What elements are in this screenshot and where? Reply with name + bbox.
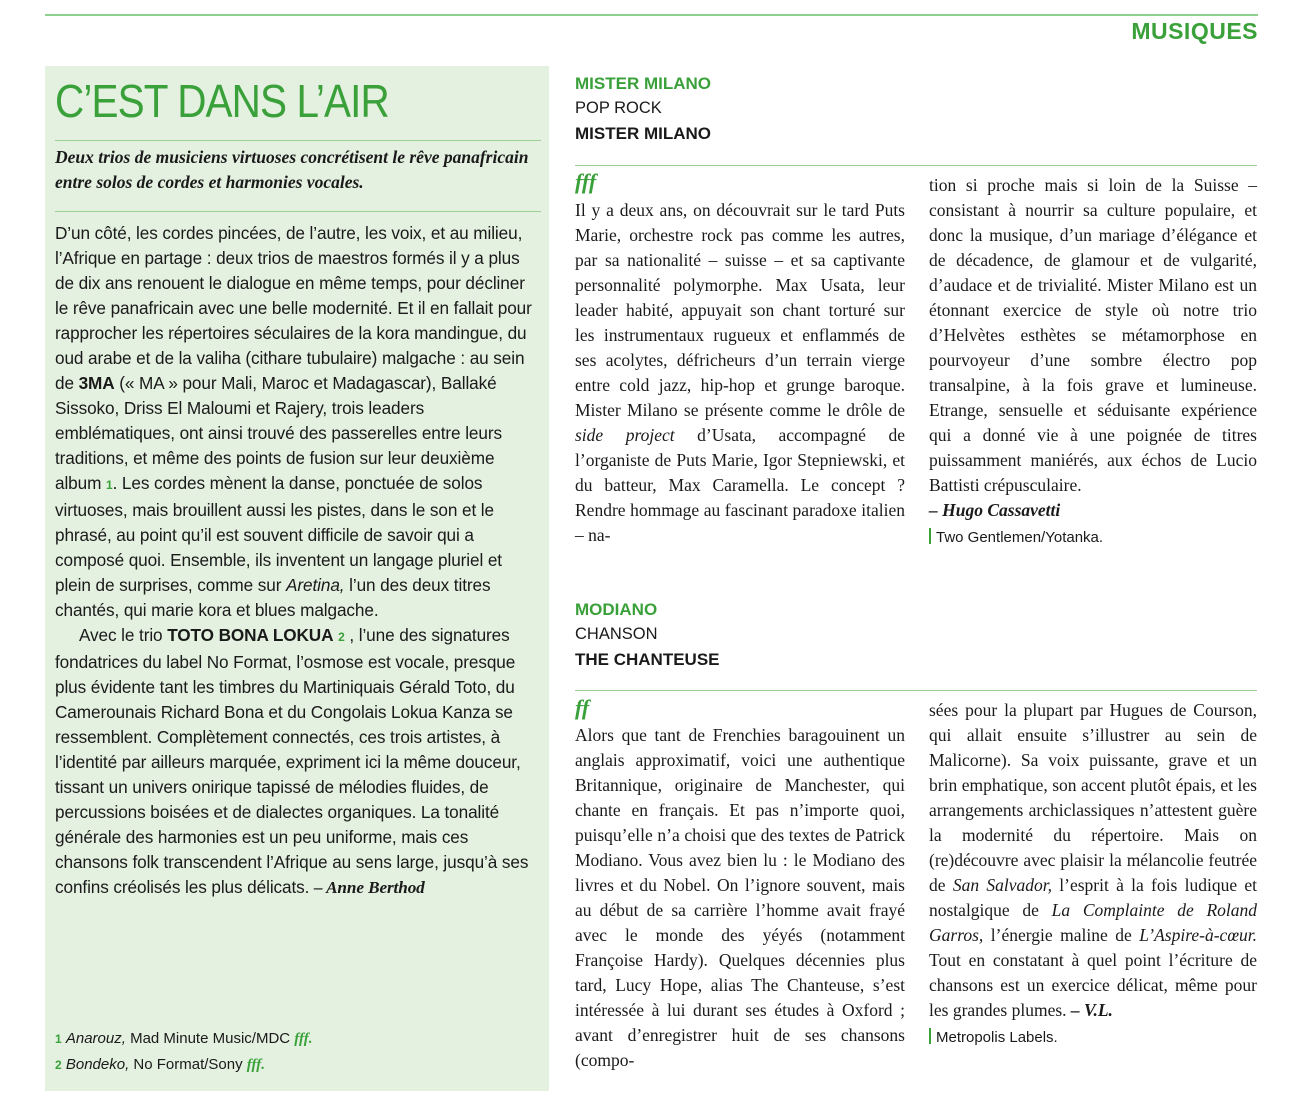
feature-signature: – Anne Berthod xyxy=(314,878,425,897)
review-1-album: MISTER MILANO xyxy=(575,124,711,143)
review-2-col-2: sées pour la plupart par Hugues de Courson, qui allait ensuite s’illustrer au sein de Malicorne). Sa voix puissante, grave et un brin emphatique, son accent plutôt épais, et les arrangements archiclassiques n’attestent guère la modernité du répertoire. Mais on (re)découvre avec plaisir la mélancolie feutrée de San Salvador, l’esprit à la fois ludique et nostalgique de La Complainte de Roland Garros, l’énergie maline de L’Aspire-à-cœur. Tout en constatant à quel point l’écriture de chansons est un exercice délicat, même pour les grandes plumes. – V.L. Metropolis Labels. xyxy=(929,698,1257,1050)
note-1: 1 Anarouz, Mad Minute Music/MDC fff. xyxy=(55,1030,313,1047)
feature-lead-rule xyxy=(55,211,541,212)
review-1-rating: fff xyxy=(575,169,597,194)
review-2-label: Metropolis Labels. xyxy=(929,1025,1257,1050)
note-2: 2 Bondeko, No Format/Sony fff. xyxy=(55,1056,265,1073)
feature-notes xyxy=(55,1026,541,1078)
feature-lead: Deux trios de musiciens virtuoses concrétisent le rêve panafricain entre solos de cordes et harmonies vocales. xyxy=(55,147,529,192)
review-2-rating: ff xyxy=(575,695,590,720)
review-1-label: Two Gentlemen/Yotanka. xyxy=(929,525,1257,550)
review-1-signature: – Hugo Cassavetti xyxy=(929,500,1061,520)
section-title: MUSIQUES xyxy=(1131,18,1258,44)
review-2-rule xyxy=(575,690,1257,691)
top-rule xyxy=(45,14,1258,16)
review-1-genre: POP ROCK xyxy=(575,99,662,117)
review-2-genre: CHANSON xyxy=(575,625,658,643)
feature-title-rule xyxy=(55,140,541,141)
review-1-col-2: tion si proche mais si loin de la Suisse – consistant à nourrir sa culture populaire, et donc la musique, d’un mariage d’élégance et de décadence, de glamour et de vulgarité, d’audace et de trivialité. Mister Milano est un étonnant exercice de style où notre trio d’Helvètes esthètes se métamorphose en pourvoyeur d’une sombre électro pop transalpine, à la fois grave et lumineuse. Etrange, sensuelle et séduisante expérience qui a donné vie à une poignée de titres puissamment maniérés, aux échos de Lucio Battisti crépusculaire. – Hugo Cassavetti Two Gentlemen/Yotanka. xyxy=(929,173,1257,550)
feature-body xyxy=(55,221,541,900)
review-2-artist: MODIANO xyxy=(575,600,658,619)
review-1-artist: MISTER MILANO xyxy=(575,74,711,93)
footnote-ref-1: 1 xyxy=(106,478,113,492)
footnote-ref-2: 2 xyxy=(338,630,345,644)
review-2-album: THE CHANTEUSE xyxy=(575,650,720,669)
review-1-col-1: Il y a deux ans, on découvrait sur le tard Puts Marie, orchestre rock pas comme les autres, par sa nationalité – suisse – et sa captivante personnalité polymorphe. Max Usata, leur leader habité, appuyait son chant torturé sur les instrumentaux rugueux et enflammés de ses acolytes, défricheurs d’un terrain vierge entre cold jazz, hip-hop et grunge baroque. Mister Milano se présente comme le drôle de side project d’Usata, accompagné de l’organiste de Puts Marie, Igor Stepniewski, et du batteur, Max Caramella. Le concept ? Rendre hommage au fascinant paradoxe italien – na- xyxy=(575,200,905,545)
review-2-col-1: Alors que tant de Frenchies baragouinent un anglais approximatif, voici une authentique Britannique, originaire de Manchester, qui chante en français. Et pas n’importe quoi, puisqu’elle n’a choisi que des textes de Patrick Modiano. Vous avez bien lu : le Modiano des livres et du Nobel. On l’ignore souvent, mais au début de sa carrière l’homme avait frayé avec le monde des yéyés (notamment Françoise Hardy). Quelques décennies plus tard, Lucy Hope, alias The Chanteuse, s’est intéressée à lui durant ses études à Oxford ; avant d’enregistrer huit de ses chansons (compo- xyxy=(575,725,905,1070)
feature-box xyxy=(45,66,549,1091)
feature-paragraph-1: D’un côté, les cordes pincées, de l’autre, les voix, et au milieu, l’Afrique en partage : deux trios de maestros formés il y a plus de dix ans renouent le dialogue en même temps, pour décliner le rêve panafricain avec une belle modernité. Et il en fallait pour rapprocher les répertoires séculaires de la kora mandingue, du oud arabe et de la valiha (cithare tubulaire) malgache : au sein de 3MA (« MA » pour Mali, Maroc et Madagascar), Ballaké Sissoko, Driss El Maloumi et Rajery, trois leaders emblématiques, ont ainsi trouvé des passerelles entre leurs traditions, et même des points de fusion sur leur deuxième album 1. Les cordes mènent la danse, ponctuée de solos virtuoses, mais brouillent aussi les pistes, dans le son et le phrasé, au point qu’il est souvent difficile de savoir qui a composé quoi. Ensemble, ils inventent un langage pluriel et plein de surprises, comme sur Aretina, l’un des deux titres chantés, qui marie kora et blues malgache. xyxy=(55,223,532,620)
review-1-rule xyxy=(575,165,1257,166)
review-2-signature: – V.L. xyxy=(1070,1000,1113,1020)
feature-paragraph-2: Avec le trio TOTO BONA LOKUA 2 , l’une des signatures fondatrices du label No Format, l’osmose est vocale, presque plus évidente tant les timbres du Martiniquais Gérald Toto, du Camerounais Richard Bona et du Congolais Lokua Kanza se ressemblent. Complètement connectés, ces trois artistes, à l’identité par ailleurs marquée, expriment ici la même douceur, tissant un univers onirique tapissé de mélodies fluides, de percussions boisées et de dialectes organiques. La tonalité générale des harmonies est un peu uniforme, mais ces chansons folk transcendent l’Afrique au sens large, jusqu’à ses confins créolisés les plus délicats. – Anne Berthod xyxy=(55,625,529,897)
feature-title: C’EST DANS L’AIR xyxy=(55,75,389,127)
